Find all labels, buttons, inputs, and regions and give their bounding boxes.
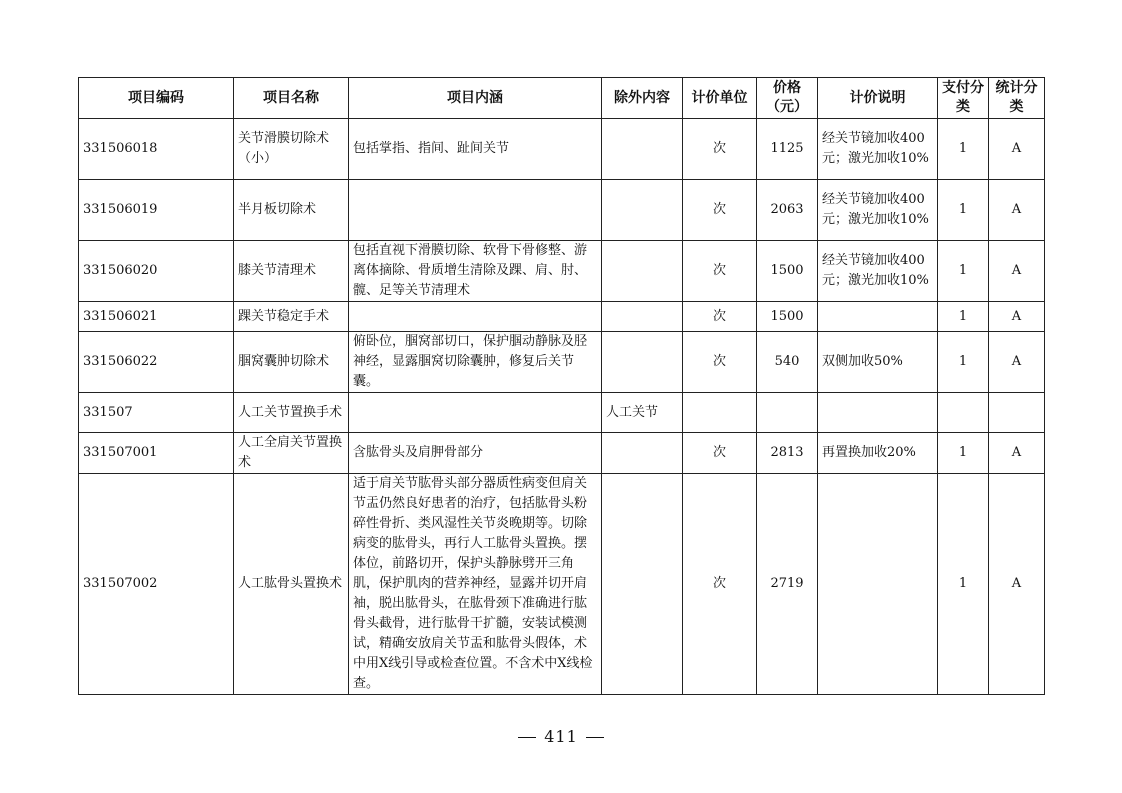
pricing-table (78, 77, 1045, 695)
cell-excl (602, 302, 683, 332)
cell-stat (989, 393, 1045, 433)
cell-code: 331507001 (79, 433, 234, 474)
header-unit: 计价单位 (683, 78, 757, 119)
cell-name: 膝关节清理术 (234, 241, 349, 302)
cell-desc (349, 180, 602, 241)
cell-note (818, 474, 938, 695)
cell-excl (602, 119, 683, 180)
footer-dash-left (518, 737, 536, 738)
cell-note: 双侧加收50% (818, 332, 938, 393)
header-pay: 支付分类 (938, 78, 989, 119)
cell-code: 331506022 (79, 332, 234, 393)
page-footer (0, 727, 1122, 746)
cell-desc (349, 302, 602, 332)
table-row (79, 433, 1045, 474)
cell-unit: 次 (683, 119, 757, 180)
cell-name: 腘窝囊肿切除术 (234, 332, 349, 393)
cell-price: 1500 (757, 241, 818, 302)
cell-desc: 适于肩关节肱骨头部分器质性病变但肩关节盂仍然良好患者的治疗，包括肱骨头粉碎性骨折、类风湿性关节炎晚期等。切除病变的肱骨头，再行人工肱骨头置换。摆体位，前路切开，保护头静脉劈开三角肌，保护肌肉的营养神经，显露并切开肩袖，脱出肱骨头，在肱骨颈下准确进行肱骨头截骨，进行肱骨干扩髓，安装试模测试，精确安放肩关节盂和肱骨头假体，术中用X线引导或检查位置。不含术中X线检查。 (349, 474, 602, 695)
cell-excl (602, 332, 683, 393)
cell-name: 踝关节稳定手术 (234, 302, 349, 332)
table-row (79, 302, 1045, 332)
header-code: 项目编码 (79, 78, 234, 119)
header-stat: 统计分类 (989, 78, 1045, 119)
cell-stat: A (989, 241, 1045, 302)
table-row (79, 332, 1045, 393)
cell-code: 331507002 (79, 474, 234, 695)
cell-code: 331506020 (79, 241, 234, 302)
cell-unit: 次 (683, 302, 757, 332)
cell-stat: A (989, 180, 1045, 241)
cell-pay: 1 (938, 119, 989, 180)
cell-unit: 次 (683, 180, 757, 241)
table-row (79, 180, 1045, 241)
header-row (79, 78, 1045, 119)
cell-note (818, 302, 938, 332)
footer-dash-right (586, 737, 604, 738)
cell-excl (602, 180, 683, 241)
cell-price: 2813 (757, 433, 818, 474)
cell-desc: 含肱骨头及肩胛骨部分 (349, 433, 602, 474)
cell-pay (938, 393, 989, 433)
table-row (79, 474, 1045, 695)
page-number: 411 (544, 727, 578, 746)
header-excl: 除外内容 (602, 78, 683, 119)
cell-price: 1125 (757, 119, 818, 180)
header-note: 计价说明 (818, 78, 938, 119)
table-row (79, 119, 1045, 180)
cell-unit: 次 (683, 332, 757, 393)
cell-price: 1500 (757, 302, 818, 332)
cell-desc: 包括直视下滑膜切除、软骨下骨修整、游离体摘除、骨质增生清除及踝、肩、肘、髋、足等关节清理术 (349, 241, 602, 302)
cell-excl (602, 474, 683, 695)
cell-code: 331506018 (79, 119, 234, 180)
cell-stat: A (989, 332, 1045, 393)
cell-pay: 1 (938, 241, 989, 302)
cell-price: 2719 (757, 474, 818, 695)
table-row (79, 393, 1045, 433)
cell-unit (683, 393, 757, 433)
cell-desc (349, 393, 602, 433)
cell-note: 经关节镜加收400元；激光加收10% (818, 119, 938, 180)
table-row (79, 241, 1045, 302)
cell-pay: 1 (938, 302, 989, 332)
cell-code: 331507 (79, 393, 234, 433)
header-price: 价格（元） (757, 78, 818, 119)
cell-note (818, 393, 938, 433)
cell-name: 人工关节置换手术 (234, 393, 349, 433)
cell-code: 331506019 (79, 180, 234, 241)
cell-name: 人工全肩关节置换术 (234, 433, 349, 474)
cell-name: 半月板切除术 (234, 180, 349, 241)
cell-excl (602, 241, 683, 302)
cell-stat: A (989, 302, 1045, 332)
cell-name: 人工肱骨头置换术 (234, 474, 349, 695)
cell-desc: 包括掌指、指间、趾间关节 (349, 119, 602, 180)
header-name: 项目名称 (234, 78, 349, 119)
header-desc: 项目内涵 (349, 78, 602, 119)
cell-note: 经关节镜加收400元；激光加收10% (818, 241, 938, 302)
cell-unit: 次 (683, 433, 757, 474)
cell-stat: A (989, 119, 1045, 180)
cell-stat: A (989, 433, 1045, 474)
cell-excl: 人工关节 (602, 393, 683, 433)
cell-pay: 1 (938, 332, 989, 393)
cell-note: 再置换加收20% (818, 433, 938, 474)
cell-pay: 1 (938, 474, 989, 695)
cell-pay: 1 (938, 180, 989, 241)
cell-price: 2063 (757, 180, 818, 241)
cell-pay: 1 (938, 433, 989, 474)
cell-code: 331506021 (79, 302, 234, 332)
cell-note: 经关节镜加收400元；激光加收10% (818, 180, 938, 241)
cell-stat: A (989, 474, 1045, 695)
cell-price: 540 (757, 332, 818, 393)
cell-excl (602, 433, 683, 474)
cell-unit: 次 (683, 241, 757, 302)
cell-desc: 俯卧位，腘窝部切口，保护腘动静脉及胫神经，显露腘窝切除囊肿，修复后关节囊。 (349, 332, 602, 393)
cell-name: 关节滑膜切除术（小） (234, 119, 349, 180)
cell-unit: 次 (683, 474, 757, 695)
cell-price (757, 393, 818, 433)
